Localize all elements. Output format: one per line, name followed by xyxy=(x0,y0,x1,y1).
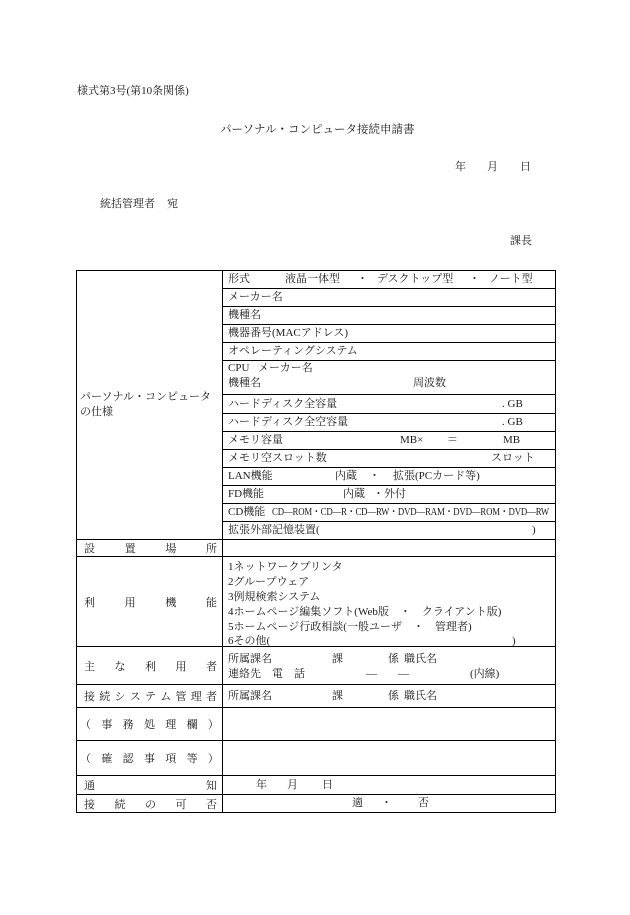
cpu-row xyxy=(222,360,556,395)
cpu-frequency-label: 周波数 xyxy=(413,377,446,389)
label-char: 機 xyxy=(165,596,177,609)
system-admin-field xyxy=(222,684,556,708)
main-user-label-cell xyxy=(76,646,223,685)
approval-label-cell xyxy=(76,794,223,813)
label-char: 知 xyxy=(206,780,217,792)
form-number: 様式第3号(第10条関係) xyxy=(77,85,189,97)
main-user-contact-line xyxy=(223,667,555,682)
maker-label: メーカー名 xyxy=(228,291,283,303)
model-label: 機種名 xyxy=(228,309,261,321)
model-row xyxy=(222,306,556,325)
label-char: 者 xyxy=(206,691,217,703)
addressee-suffix: 宛 xyxy=(167,198,178,210)
label-char: （ xyxy=(80,753,91,765)
fd-label: FD機能 xyxy=(228,488,265,500)
label-char: （ xyxy=(80,719,91,731)
label-char: 理 xyxy=(165,719,177,731)
device-number-label: 機器番号(MACアドレス) xyxy=(228,327,349,339)
label-char: ム xyxy=(160,691,172,703)
memory-unit-per-module: MB× xyxy=(400,434,424,446)
label-char: 否 xyxy=(206,798,217,811)
option-separator: ・ xyxy=(369,470,380,482)
date-month-label: 月 xyxy=(487,161,498,173)
system-admin-label xyxy=(77,685,222,707)
label-char: シ xyxy=(114,691,126,703)
fd-row xyxy=(222,485,556,504)
memory-slots-label: メモリ空スロット数 xyxy=(228,452,327,464)
date-year-label: 年 xyxy=(455,161,466,173)
device-number-row xyxy=(222,324,556,343)
option-separator: ・ xyxy=(357,273,368,285)
notification-year-label: 年 xyxy=(256,778,267,791)
usage-item: 5ホームページ行政相談(一般ユーザ ・ 管理者) xyxy=(228,621,472,633)
label-char: 可 xyxy=(175,798,187,811)
usage-item: 2グループウェア xyxy=(228,576,310,588)
form-factor-row xyxy=(222,270,556,289)
confirmation-label-cell xyxy=(76,740,223,776)
label-char: 続 xyxy=(114,798,126,811)
subsection-label: 係 xyxy=(388,689,399,702)
label-char: 利 xyxy=(145,660,156,673)
label-char: 所 xyxy=(205,543,217,555)
memory-label: メモリ容量 xyxy=(228,434,283,446)
memory-slots-row xyxy=(222,449,556,468)
hdd-free-row xyxy=(222,413,556,432)
label-char: 管 xyxy=(175,691,187,703)
form-factor-option: ノート型 xyxy=(489,273,533,285)
lan-label: LAN機能 xyxy=(228,470,273,482)
label-char: の xyxy=(145,798,156,811)
usage-other-open: 6その他( xyxy=(228,635,271,647)
label-char: 接 xyxy=(84,798,95,811)
notification-month-label: 月 xyxy=(287,778,298,791)
hdd-free-label: ハードディスク全空容量 xyxy=(228,416,349,428)
confirmation-field xyxy=(222,740,556,776)
lan-row xyxy=(222,467,556,486)
list-item xyxy=(223,590,555,605)
applicant-title: 課長 xyxy=(510,235,532,247)
notification-date-field xyxy=(222,775,556,795)
label-char: 設 xyxy=(84,543,95,555)
department-label: 所属課名 xyxy=(228,689,272,702)
usage-other-close: ) xyxy=(512,635,516,647)
contact-phone-label: 連絡先 電 話 xyxy=(228,668,305,680)
list-item xyxy=(223,605,555,620)
fd-option-external: ・外付 xyxy=(373,488,406,500)
label-char: 利 xyxy=(84,596,95,609)
external-storage-row xyxy=(222,521,556,540)
label-char: 事 xyxy=(101,719,113,731)
spec-label xyxy=(80,271,211,539)
label-char: 認 xyxy=(122,753,134,765)
label-char: 用 xyxy=(124,596,136,609)
os-row xyxy=(222,342,556,361)
list-item xyxy=(223,560,555,575)
cd-options: CD―ROM・CD―R・CD―RW・DVD―RAM・DVD―ROM・DVD―RW xyxy=(272,507,550,518)
name-title-label: 職氏名 xyxy=(404,689,437,702)
memory-unit-total: MB xyxy=(503,434,521,446)
label-char: ） xyxy=(207,719,219,731)
approval-field xyxy=(222,794,556,813)
confirmation-label xyxy=(77,741,222,775)
department-label: 所属課名 xyxy=(228,653,272,665)
label-char: な xyxy=(114,660,126,673)
label-char: 通 xyxy=(84,780,95,792)
label-char: 処 xyxy=(143,719,155,731)
notification-label-cell xyxy=(76,775,223,795)
cd-label: CD機能 xyxy=(228,506,266,518)
label-char: 欄 xyxy=(186,719,198,731)
hdd-total-label: ハードディスク全容量 xyxy=(228,397,338,410)
cpu-maker-line xyxy=(223,361,555,376)
usage-item: 4ホームページ編集ソフト(Web版 ・ クライアント版) xyxy=(228,606,502,618)
label-char: 用 xyxy=(175,660,187,673)
label-char: 置 xyxy=(124,543,136,555)
installation-site-field xyxy=(222,539,556,557)
phone-dash: ― xyxy=(398,668,409,680)
list-item xyxy=(223,575,555,590)
page-title: パーソナル・コンピュータ接続申請書 xyxy=(220,124,415,136)
cpu-model-label: 機種名 xyxy=(228,377,261,389)
external-storage-close: ) xyxy=(532,524,536,536)
option-separator: ・ xyxy=(381,797,392,809)
label-char: 接 xyxy=(84,691,95,703)
label-char: 理 xyxy=(190,691,202,703)
application-table xyxy=(76,270,556,813)
hdd-total-row xyxy=(222,394,556,414)
lan-option-expansion: 拡張(PCカード等) xyxy=(393,470,480,482)
memory-equals: ＝ xyxy=(447,434,458,446)
cd-row xyxy=(222,503,556,522)
label-char: 項 xyxy=(165,753,177,765)
os-label: オペレーティングシステム xyxy=(228,345,358,357)
date-day-label: 日 xyxy=(520,161,531,173)
maker-row xyxy=(222,288,556,307)
spec-label-cell xyxy=(76,270,223,540)
usage-label xyxy=(77,557,222,646)
spec-label-line1: パーソナル・コンピュータ xyxy=(80,391,212,403)
hdd-free-unit: . GB xyxy=(502,416,523,428)
label-char: 確 xyxy=(101,753,113,765)
label-char: 主 xyxy=(84,660,95,673)
label-char: ス xyxy=(129,691,141,703)
spec-label-line2: の仕様 xyxy=(80,406,113,418)
deny-option: 否 xyxy=(418,797,429,809)
addressee-name: 統括管理者 xyxy=(100,198,155,210)
main-user-affiliation-line xyxy=(223,652,555,667)
list-item xyxy=(223,620,555,635)
installation-site-label-cell xyxy=(76,539,223,557)
usage-list xyxy=(222,556,556,647)
hdd-total-unit: . GB xyxy=(502,397,523,410)
name-title-label: 職氏名 xyxy=(404,653,437,665)
main-user-label xyxy=(77,647,222,684)
label-char: 等 xyxy=(186,753,198,765)
label-char: 者 xyxy=(206,660,217,673)
option-separator: ・ xyxy=(469,273,480,285)
form-factor-label: 形式 xyxy=(228,273,250,285)
phone-dash: ― xyxy=(366,668,377,680)
form-factor-option: 液晶一体型 xyxy=(285,273,340,285)
fd-option-internal: 内蔵 xyxy=(343,488,365,500)
usage-label-cell xyxy=(76,556,223,647)
extension-label: (内線) xyxy=(470,668,500,680)
subsection-label: 係 xyxy=(388,653,399,665)
notification-day-label: 日 xyxy=(322,778,333,791)
label-char: 能 xyxy=(205,596,217,609)
office-use-label-cell xyxy=(76,707,223,741)
memory-row xyxy=(222,431,556,450)
approval-label xyxy=(77,795,222,812)
notification-label xyxy=(77,776,222,794)
label-char: 務 xyxy=(122,719,134,731)
external-storage-label: 拡張外部記憶装置( xyxy=(228,524,320,536)
cpu-model-line xyxy=(223,376,555,391)
office-use-label xyxy=(77,708,222,740)
form-factor-option: デスクトップ型 xyxy=(377,273,454,285)
usage-item: 3例規検索システム xyxy=(228,591,321,603)
system-admin-label-cell xyxy=(76,684,223,708)
section-label: 課 xyxy=(332,689,343,702)
main-user-field xyxy=(222,646,556,685)
installation-site-label xyxy=(77,540,222,556)
label-char: ） xyxy=(207,753,219,765)
office-use-field xyxy=(222,707,556,741)
label-char: 続 xyxy=(99,691,111,703)
usage-item: 1ネットワークプリンタ xyxy=(228,561,343,573)
label-char: 事 xyxy=(143,753,155,765)
cpu-label: CPU xyxy=(228,362,250,374)
approve-option: 適 xyxy=(352,797,363,809)
memory-slots-unit: スロット xyxy=(491,452,535,464)
lan-option-internal: 内蔵 xyxy=(335,470,357,482)
section-label: 課 xyxy=(332,653,343,665)
label-char: 場 xyxy=(165,543,177,555)
label-char: テ xyxy=(145,691,156,703)
cpu-maker-label: メーカー名 xyxy=(258,362,313,374)
